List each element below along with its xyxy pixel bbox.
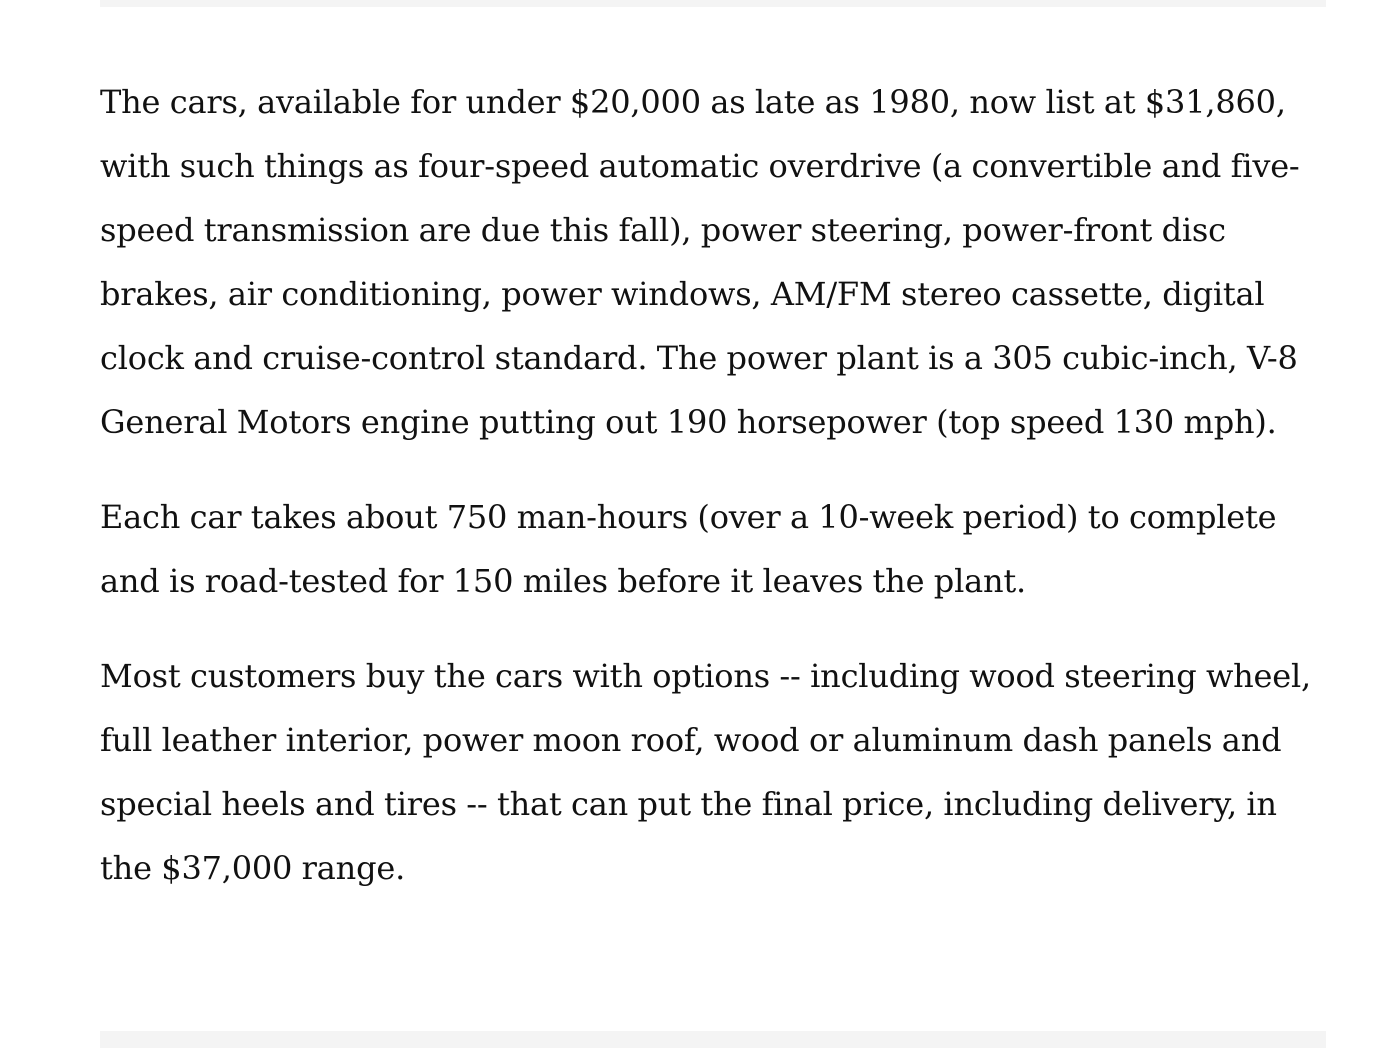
article-paragraph-3: Most customers buy the cars with options -- including wood steering wheel, full leather interior, power moon roof, wood or aluminum dash panels and special heels and tires -- that can put the final price, including delivery, in the $37,000 range. <box>100 657 1312 887</box>
article-body <box>100 70 1336 931</box>
article-paragraph-1: The cars, available for under $20,000 as late as 1980, now list at $31,860, with such things as four-speed automatic overdrive (a convertible and five-speed transmission are due this fall), power steering, power-front disc brakes, air conditioning, power windows, AM/FM stereo cassette, digital clock and cruise-control standard. The power plant is a 305 cubic-inch, V-8 General Motors engine putting out 190 horsepower (top speed 130 mph). <box>100 83 1300 441</box>
bottom-divider <box>100 1031 1326 1048</box>
top-divider <box>100 0 1326 7</box>
article-paragraph-2: Each car takes about 750 man-hours (over a 10-week period) to complete and is road-tested for 150 miles before it leaves the plant. <box>100 498 1277 600</box>
